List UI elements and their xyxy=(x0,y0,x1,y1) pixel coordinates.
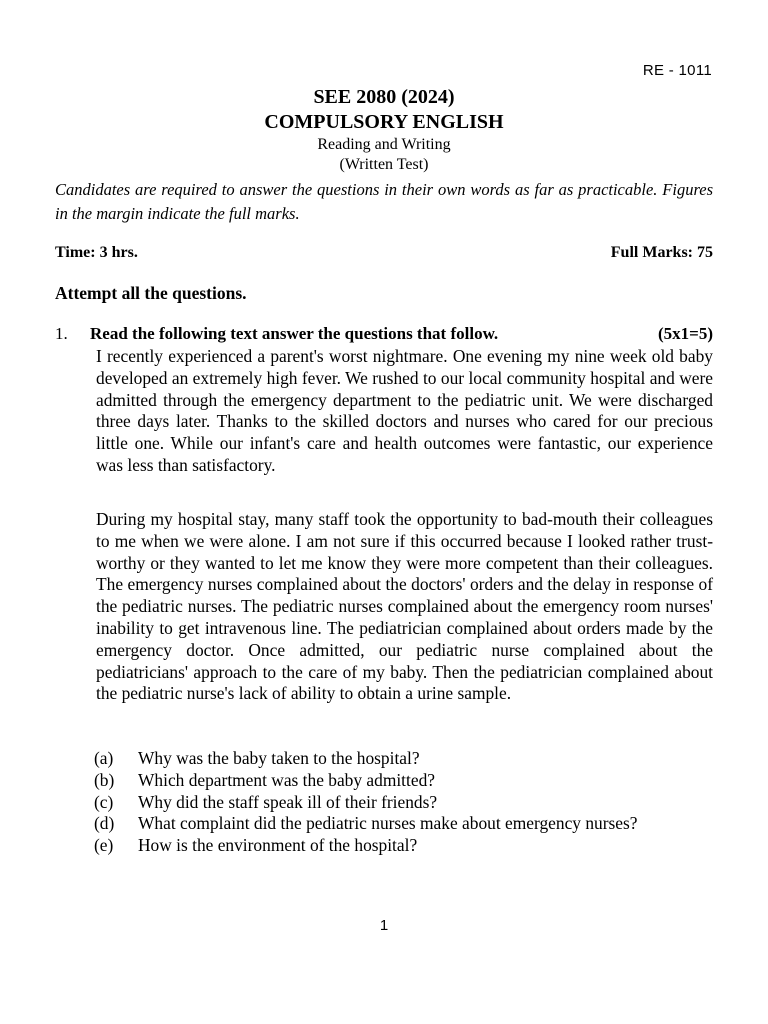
attempt-instruction: Attempt all the questions. xyxy=(55,283,247,303)
question-number: 1. xyxy=(55,324,68,343)
subquestion xyxy=(94,835,713,857)
paper-title: Reading and Writing xyxy=(317,136,451,153)
subquestion xyxy=(94,792,713,814)
paper-code: RE - 1011 xyxy=(642,62,712,79)
subquestion-text: How is the environment of the hospital? xyxy=(138,835,418,856)
exam-header xyxy=(0,85,768,175)
subquestion xyxy=(94,770,713,792)
question-1-heading xyxy=(55,324,713,344)
subquestion-text: Why was the baby taken to the hospital? xyxy=(138,748,420,768)
page-number: 1 xyxy=(379,917,389,934)
subquestion-text: Which department was the baby admitted? xyxy=(138,769,435,790)
subquestion-text: Why did the staff speak ill of their friends? xyxy=(138,791,438,812)
subquestion xyxy=(94,748,713,770)
full-marks: Full Marks: 75 xyxy=(610,244,713,261)
passage-paragraph: During my hospital stay, many staff took the opportunity to bad-mouth their colleagues to me when we were alone. I am not sure if this occurred because I looked rather trust-worthy or they wanted to let me know they were more competent than their colleagues. The emergency nurses complained about the doctors' orders and the delay in response of the pediatric nurses. The pediatric nurses complained about the emergency room nurses' inability to get intravenous line. The pediatrician complained about orders made by the emergency doctor. Once admitted, our pediatric nurse complained about the pediatricians' approach to the care of my baby. Then the pediatrician complained about the pediatric nurse's lack of ability to obtain a urine sample. xyxy=(96,509,713,704)
subquestion xyxy=(94,813,713,835)
test-type: (Written Test) xyxy=(339,156,429,173)
subquestion-label: (b) xyxy=(94,769,115,790)
exam-meta xyxy=(55,244,713,262)
time-allowed: Time: 3 hrs. xyxy=(55,244,138,261)
subject-title: COMPULSORY ENGLISH xyxy=(264,111,504,133)
exam-title: SEE 2080 (2024) xyxy=(313,86,455,108)
subquestion-label: (e) xyxy=(94,835,114,856)
subquestion-text: What complaint did the pediatric nurses make about emergency nurses? xyxy=(138,813,638,834)
subquestion-label: (a) xyxy=(94,748,114,768)
passage-paragraph: I recently experienced a parent's worst nightmare. One evening my nine week old baby developed an extremely high fever. We rushed to our local community hospital and were admitted through the emergency department to the pediatric unit. We were discharged three days later. Thanks to the skilled doctors and nurses who cared for our precious little one. While our infant's care and health outcomes were fantastic, our experience was less than satisfactory. xyxy=(96,346,713,475)
subquestion-label: (c) xyxy=(94,791,114,812)
subquestion-list xyxy=(94,748,713,857)
candidate-instructions: Candidates are required to answer the questions in their own words as far as practicable. Figures in the margin indicate the full marks. xyxy=(55,180,713,223)
subquestion-label: (d) xyxy=(94,813,115,834)
question-prompt: Read the following text answer the questions that follow. xyxy=(90,324,499,343)
question-marks: (5x1=5) xyxy=(657,324,713,343)
